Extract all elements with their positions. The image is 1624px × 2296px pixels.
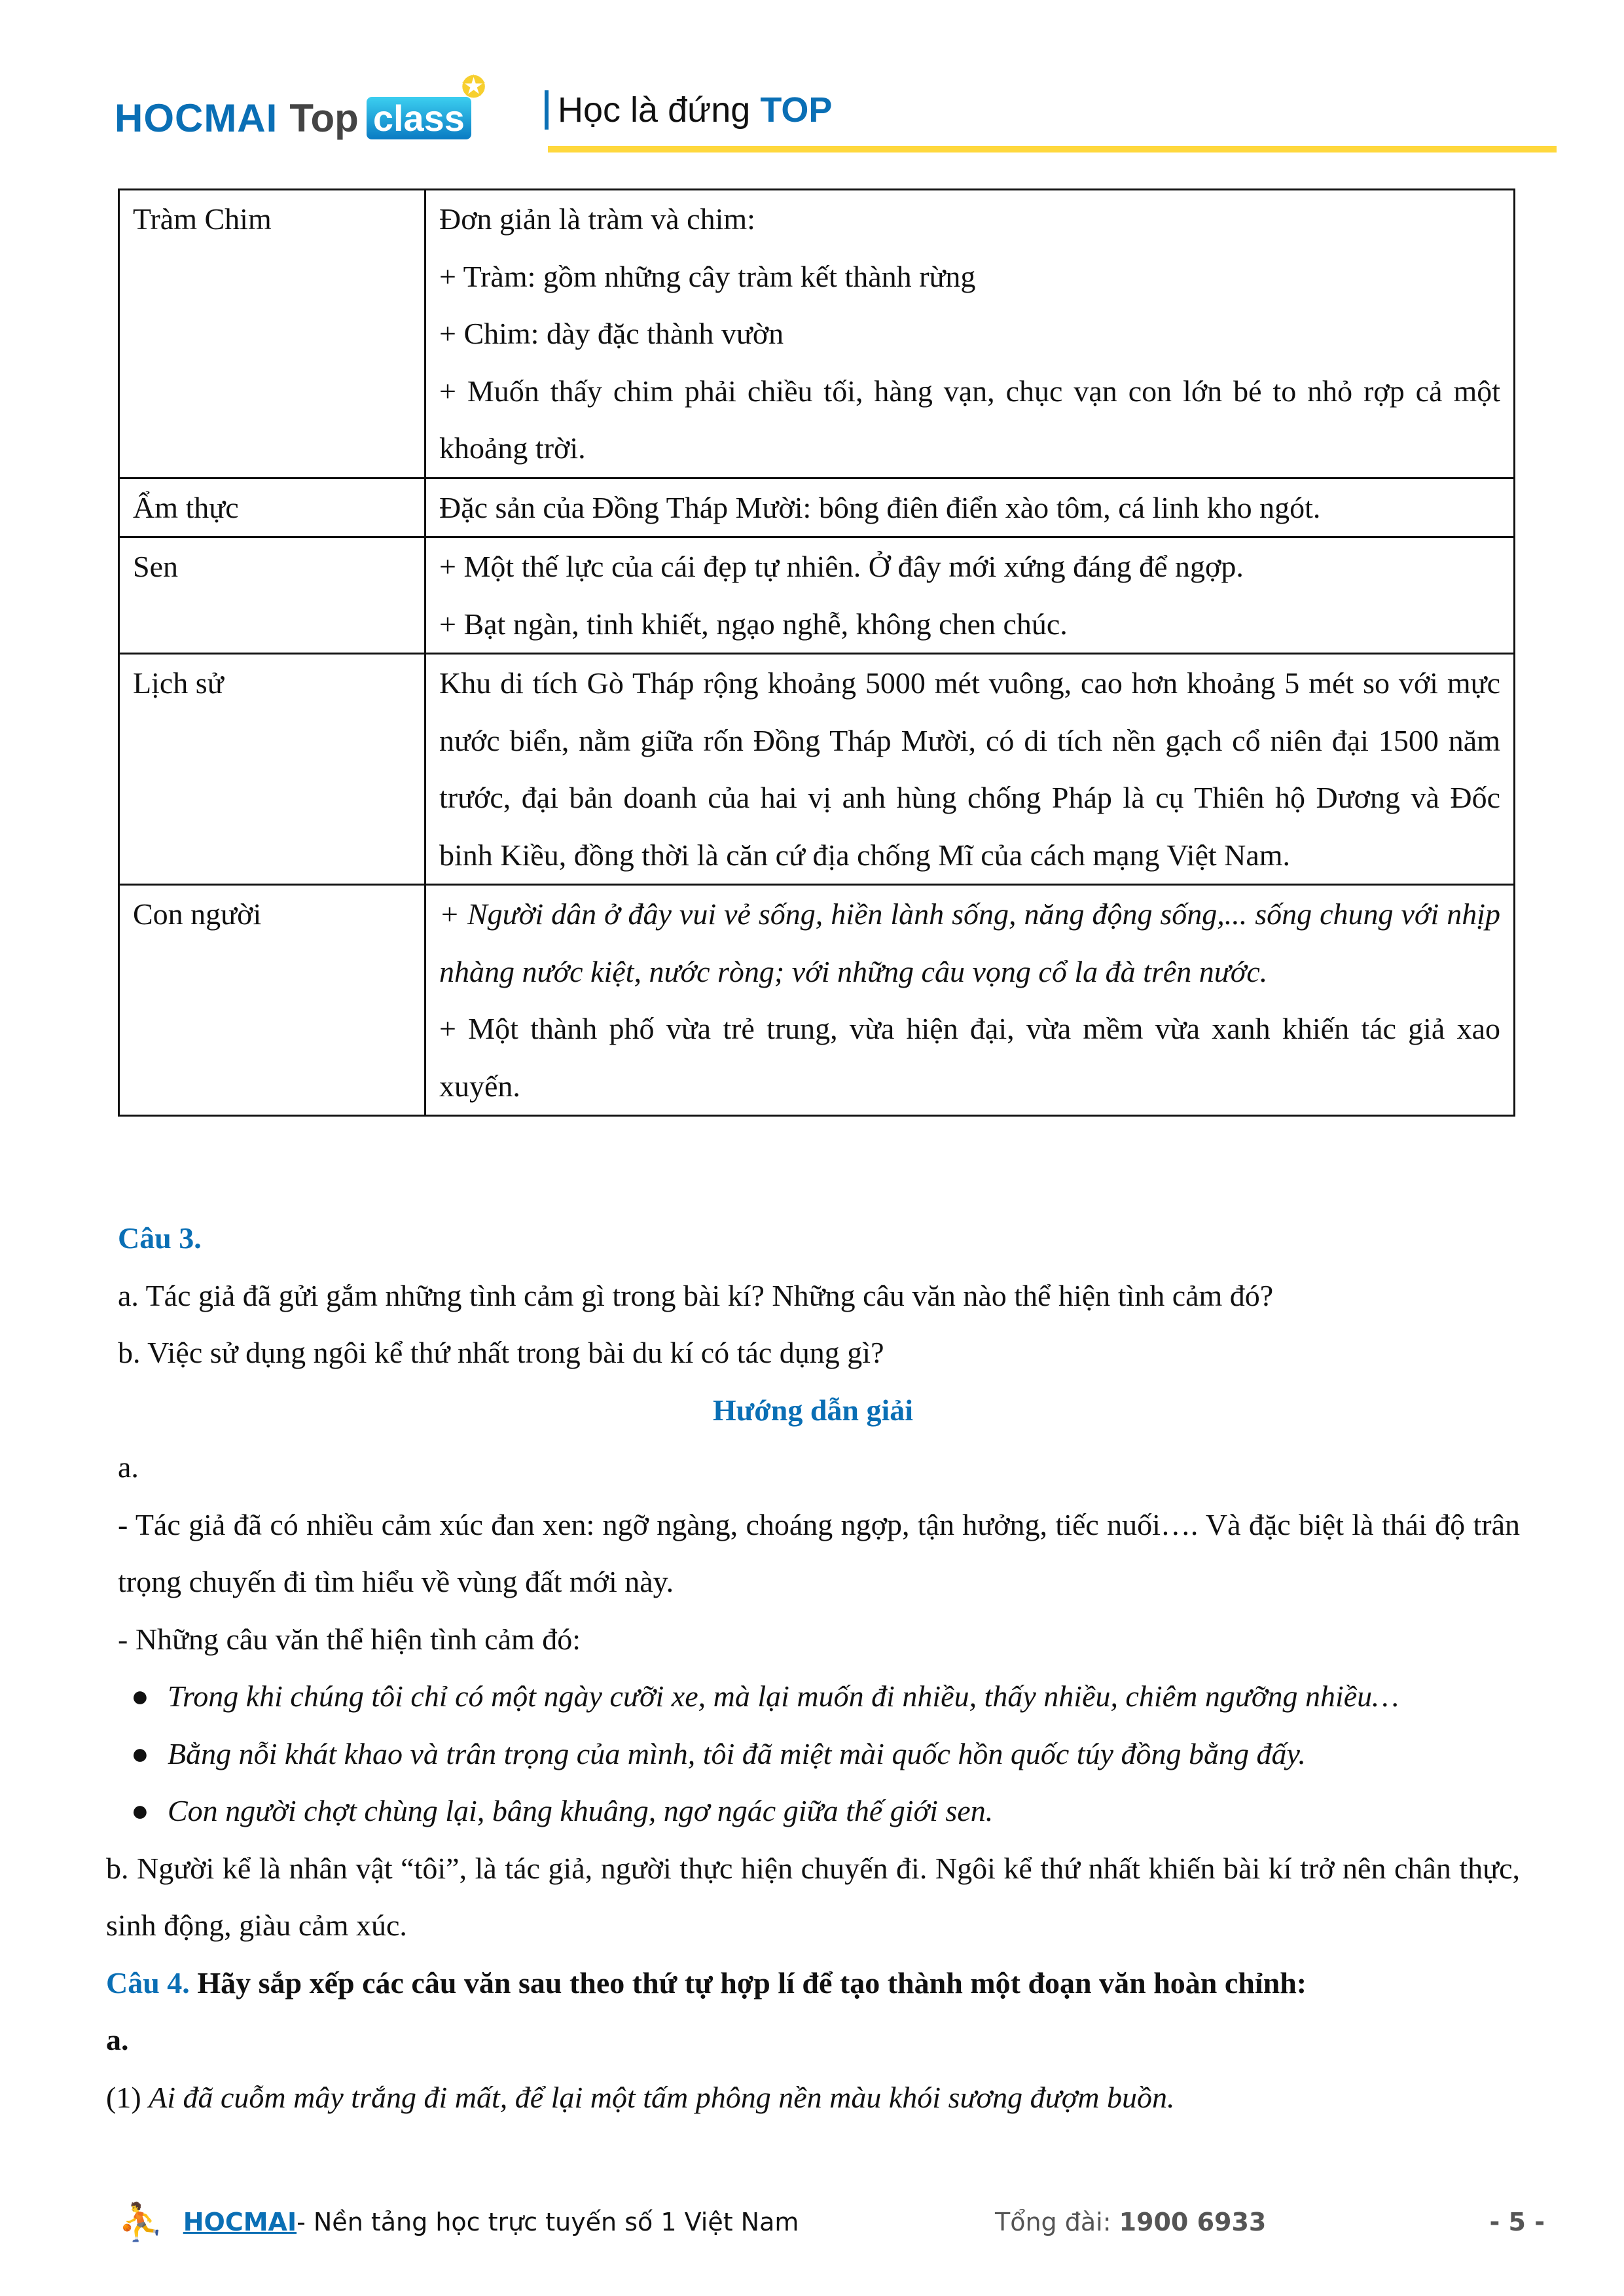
question-section [106, 1210, 1520, 2126]
line: + Chim: dày đặc thành vườn [439, 317, 784, 350]
row-key: Ẩm thực [119, 478, 425, 537]
row-value [425, 190, 1515, 478]
sentence-1 [106, 2069, 1520, 2126]
bullet-icon: ● [131, 1679, 149, 1713]
answer-a1: - Tác giả đã có nhiều cảm xúc đan xen: ngỡ ngàng, choáng ngợp, tận hưởng, tiếc nuối…. Và đặc biệt là thái độ trân trọng chuyến đi tìm hiểu về vùng đất mới này. [118, 1507, 1520, 1598]
line: + Một thế lực của cái đẹp tự nhiên. Ở đây mới xứng đáng để ngợp. [439, 550, 1244, 583]
logo-hocmai: HOCMAI [115, 96, 278, 140]
hotline-number: 1900 6933 [1119, 2208, 1267, 2236]
slogan-accent: TOP [760, 90, 833, 130]
question-3-title: Câu 3. [118, 1221, 202, 1255]
row-key: Sen [119, 537, 425, 654]
sentence-text: Ai đã cuỗm mây trắng đi mất, để lại một tấm phông nền màu khói sương đượm buồn. [149, 2080, 1175, 2114]
bullet-item [106, 1668, 1520, 1725]
logo-class-text: class [372, 97, 465, 139]
line: Khu di tích Gò Tháp rộng khoảng 5000 mét vuông, cao hơn khoảng 5 mét so với mực nước biển, nằm giữa rốn Đồng Tháp Mười, có di tích nền gạch cổ niên đại 1500 năm trước, đại bản doanh của hai vị anh hùng chống Pháp là cụ Thiên hộ Dương và Đốc binh Kiều, đồng thời là căn cứ địa chống Mĩ của cách mạng Việt Nam. [439, 666, 1500, 872]
page-number: - 5 - [1489, 2208, 1545, 2236]
line: Đặc sản của Đồng Tháp Mười: bông điên điển xào tôm, cá linh kho ngót. [439, 490, 1321, 524]
row-value [425, 478, 1515, 537]
star-badge-icon: ✪ [461, 71, 486, 103]
slogan-text: Học là đứng [558, 90, 761, 130]
question-3a: a. Tác giả đã gửi gắm những tình cảm gì trong bài kí? Những câu văn nào thể hiện tình cảm đó? [118, 1278, 1274, 1312]
footer-brand-link[interactable]: HOCMAI [183, 2208, 297, 2236]
logo-top: Top [289, 96, 359, 140]
bullet-text: Trong khi chúng tôi chỉ có một ngày cưỡi xe, mà lại muốn đi nhiều, thấy nhiều, chiêm ngưỡng nhiều… [168, 1679, 1399, 1713]
question-4-a-label: a. [106, 2023, 129, 2056]
line: + Muốn thấy chim phải chiều tối, hàng vạn, chục vạn con lớn bé to nhỏ rợp cả một khoảng trời. [439, 374, 1500, 465]
table-row [119, 654, 1515, 885]
sentence-number: (1) [106, 2080, 149, 2114]
row-key: Lịch sử [119, 654, 425, 885]
table-row [119, 885, 1515, 1116]
hotline [995, 2208, 1266, 2236]
row-key: Con người [119, 885, 425, 1116]
question-4-text: Hãy sắp xếp các câu văn sau theo thứ tự hợp lí để tạo thành một đoạn văn hoàn chỉnh: [189, 1965, 1307, 2000]
logo [115, 71, 486, 151]
header-divider [548, 146, 1557, 152]
guide-heading: Hướng dẫn giải [712, 1393, 914, 1427]
bullet-icon: ● [131, 1794, 149, 1827]
slogan [545, 90, 832, 130]
table-row [119, 537, 1515, 654]
table-row [119, 478, 1515, 537]
question-4-title: Câu 4. [106, 1965, 190, 2000]
bullet-icon: ● [131, 1736, 149, 1770]
question-4 [106, 1954, 1520, 2012]
hocmai-logo-icon: ⛹ [118, 2201, 164, 2244]
content-table [118, 188, 1515, 1117]
footer [118, 2196, 1545, 2248]
bullet-text: Con người chợt chùng lại, bâng khuâng, ngơ ngác giữa thế giới sen. [168, 1794, 994, 1827]
question-3b: b. Việc sử dụng ngôi kể thứ nhất trong bài du kí có tác dụng gì? [118, 1336, 884, 1369]
answer-a-label: a. [118, 1450, 139, 1484]
row-value [425, 537, 1515, 654]
footer-tagline: - Nền tảng học trực tuyến số 1 Việt Nam [297, 2208, 799, 2236]
row-value [425, 654, 1515, 885]
answer-b: b. Người kể là nhân vật “tôi”, là tác giả, người thực hiện chuyến đi. Ngôi kể thứ nhất khiến bài kí trở nên chân thực, sinh động, giàu cảm xúc. [106, 1851, 1520, 1942]
line: + Tràm: gồm những cây tràm kết thành rừng [439, 259, 976, 293]
line: + Người dân ở đây vui vẻ sống, hiền lành sống, năng động sống,... sống chung với nhịp nhàng nước kiệt, nước ròng; với những câu vọng cổ la đà trên nước. [439, 897, 1500, 988]
line: Đơn giản là tràm và chim: [439, 202, 755, 236]
row-value [425, 885, 1515, 1116]
logo-class [367, 71, 486, 139]
answer-a2: - Những câu văn thể hiện tình cảm đó: [118, 1622, 581, 1656]
bullet-text: Bằng nỗi khát khao và trân trọng của mình, tôi đã miệt mài quốc hồn quốc túy đồng bằng đấy. [168, 1736, 1306, 1770]
bullet-item [106, 1782, 1520, 1840]
table-row [119, 190, 1515, 478]
line: + Một thành phố vừa trẻ trung, vừa hiện đại, vừa mềm vừa xanh khiến tác giả xao xuyến. [439, 1012, 1500, 1103]
row-key: Tràm Chim [119, 190, 425, 478]
bullet-item [106, 1725, 1520, 1783]
hotline-label: Tổng đài: [995, 2208, 1119, 2236]
line: + Bạt ngàn, tinh khiết, ngạo nghễ, không chen chúc. [439, 607, 1068, 641]
